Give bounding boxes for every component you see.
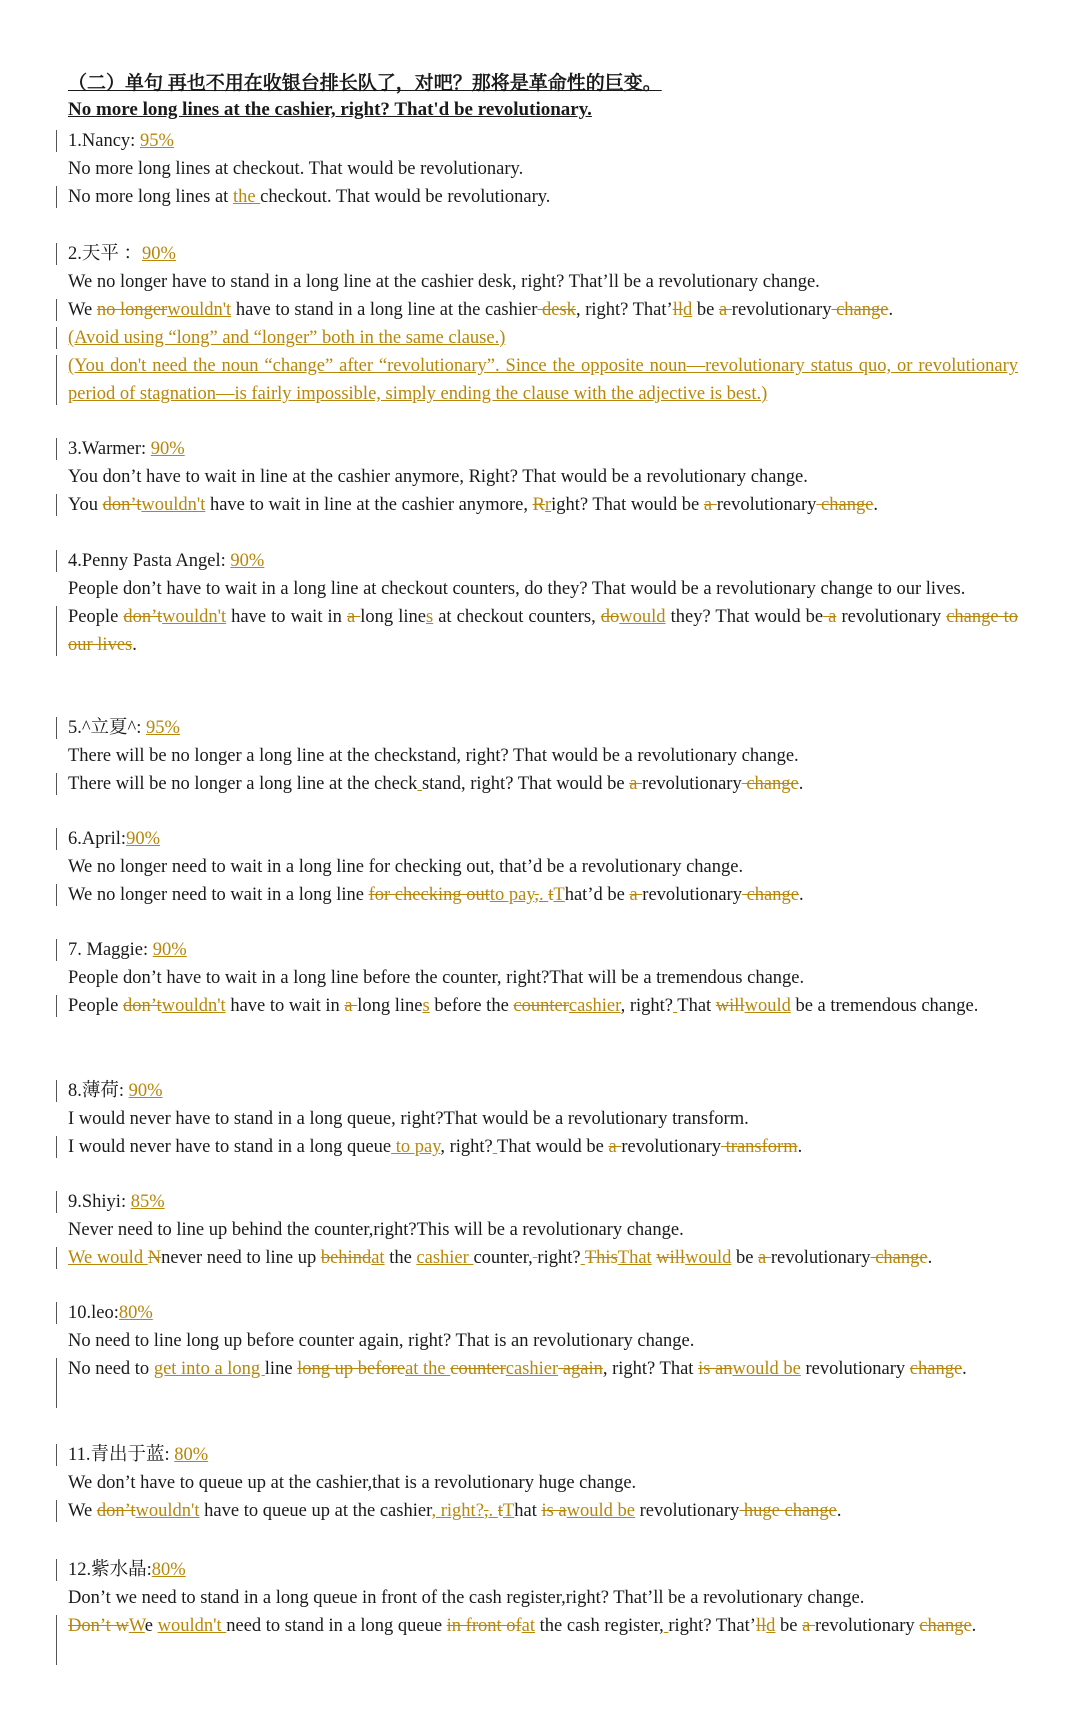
comment: (You don't need the noun “change” after “revolutionary”. Since the opposite noun—revolutionary status quo, or revolutionary period of stagnation—is fairly impossible, simply ending the clause with the adjective is best.) [68,352,1018,408]
revised-sentence: You don’twouldn't have to wait in line at the cashier anymore, Rright? That would be a revolutionary change. [68,491,1018,519]
original-sentence: We no longer need to wait in a long line for checking out, that’d be a revolutionary change. [68,857,744,877]
score: 90% [152,940,187,960]
entry-10 [68,1299,1018,1383]
original-sentence: We don’t have to queue up at the cashier,that is a revolutionary huge change. [68,1473,637,1493]
revised-sentence: I would never have to stand in a long queue to pay, right? That would be a revolutionary transform. [68,1133,1018,1161]
revised-sentence: No more long lines at the checkout. That would be revolutionary. [68,183,1018,211]
entry-name: 11.青出于蓝: [68,1445,170,1465]
entry-4 [68,547,1018,659]
original-sentence: No more long lines at checkout. That would be revolutionary. [68,159,524,179]
score: 95% [139,131,174,151]
entry-9 [68,1188,1018,1272]
score: 85% [130,1192,165,1212]
original-sentence: Never need to line up behind the counter,right?This will be a revolutionary change. [68,1220,684,1240]
original-sentence: No need to line long up before counter again, right? That is an revolutionary change. [68,1331,695,1351]
score: 80% [118,1303,153,1323]
revised-sentence: We don’twouldn't have to queue up at the cashier, right?,. tThat is awould be revolutionary huge change. [68,1497,1018,1525]
original-sentence: Don’t we need to stand in a long queue in front of the cash register,right? That’ll be a revolutionary change. [68,1588,865,1608]
entry-name: 1.Nancy: [68,131,136,151]
entry-name: 12.紫水晶: [68,1560,152,1580]
entry-name: 7. Maggie: [68,940,149,960]
entry-7 [68,936,1018,1020]
original-sentence: You don’t have to wait in line at the cashier anymore, Right? That would be a revolutionary change. [68,467,808,487]
score: 90% [128,1081,163,1101]
score: 90% [142,244,176,264]
revised-sentence: Don’t wWe wouldn't need to stand in a long queue in front ofat the cash register, right? That’lld be a revolutionary change. [68,1612,1018,1640]
entry-name: 2.天平 ： [68,244,143,264]
revised-sentence: There will be no longer a long line at the check stand, right? That would be a revolutionary change. [68,770,1018,798]
comment: (Avoid using “long” and “longer” both in the same clause.) [68,324,1018,352]
entry-3 [68,435,1018,519]
title-english: No more long lines at the cashier, right? That'd be revolutionary. [68,99,592,120]
entry-name: 9.Shiyi: [68,1192,127,1212]
entry-name: 8.薄荷: [68,1081,125,1101]
revised-sentence: We no longer need to wait in a long line for checking outto pay,. tThat’d be a revolutionary change. [68,881,1018,909]
entry-12 [68,1556,1018,1640]
entry-2 [68,240,1018,408]
entry-name: 6.April: [68,829,127,849]
score: 80% [174,1445,209,1465]
revised-sentence: We no longerwouldn't have to stand in a long line at the cashier desk, right? That’lld be a revolutionary change. [68,296,1018,324]
entry-name: 10.leo: [68,1303,119,1323]
score: 90% [150,439,185,459]
title-chinese: （二）单句 再也不用在收银台排长队了，对吧？那将是革命性的巨变。 [68,73,662,94]
entry-8 [68,1077,1018,1161]
revised-sentence: People don’twouldn't have to wait in a long lines before the countercashier, right? That willwould be a tremendous change. [68,992,1018,1020]
entry-name: 5.^立夏^: [68,718,142,738]
entry-name: 4.Penny Pasta Angel: [68,551,226,571]
entry-1 [68,127,1018,211]
original-sentence: There will be no longer a long line at the checkstand, right? That would be a revolutionary change. [68,746,799,766]
entry-6 [68,825,1018,909]
original-sentence: People don’t have to wait in a long line at checkout counters, do they? That would be a revolutionary change to our lives. [68,579,966,599]
score: 90% [230,551,265,571]
original-sentence: I would never have to stand in a long queue, right?That would be a revolutionary transform. [68,1109,749,1129]
original-sentence: People don’t have to wait in a long line before the counter, right?That will be a tremendous change. [68,968,805,988]
revised-sentence: We would Nnever need to line up behindat the cashier counter, right? ThisThat willwould be a revolutionary change. [68,1244,1018,1272]
revised-sentence: No need to get into a long line long up beforeat the countercashier again, right? That is anwould be revolutionary change. [68,1355,1018,1383]
entry-name: 3.Warmer: [68,439,147,459]
original-sentence: We no longer have to stand in a long line at the cashier desk, right? That’ll be a revolutionary change. [68,272,820,292]
entry-5 [68,714,1018,798]
score: 80% [151,1560,186,1580]
score: 95% [146,718,180,738]
entry-11 [68,1441,1018,1525]
revised-sentence: People don’twouldn't have to wait in a long lines at checkout counters, dowould they? That would be a revolutionary change to our lives. [68,603,1018,659]
score: 90% [126,829,160,849]
